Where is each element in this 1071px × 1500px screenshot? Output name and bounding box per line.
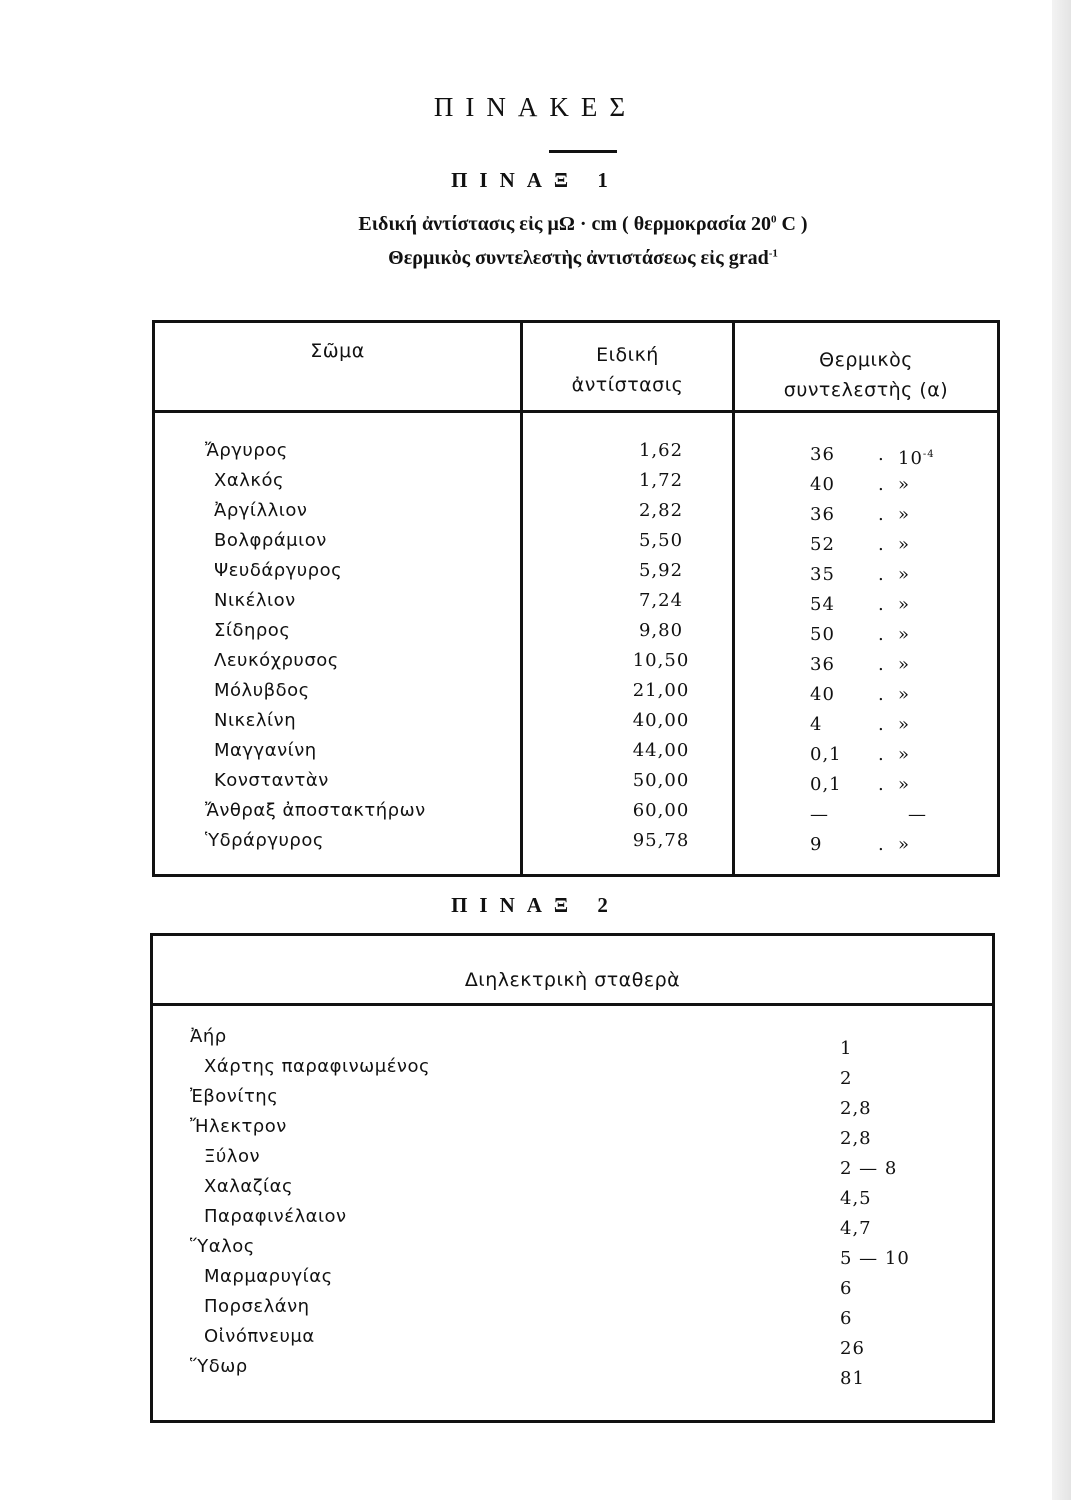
coefficient-value: — <box>810 804 829 825</box>
table2-header: Διηλεκτρικὴ σταθερὰ <box>464 969 681 991</box>
coefficient-value: 4 <box>810 714 823 735</box>
coefficient-unit: » <box>898 504 911 525</box>
dielectric-value: 2 — 8 <box>840 1158 898 1179</box>
coefficient-unit: » <box>898 744 911 765</box>
table1-row <box>200 556 980 586</box>
dielectric-material: Ἀήρ <box>190 1026 227 1047</box>
coefficient-value: 0,1 <box>810 774 842 795</box>
table1-row <box>200 616 980 646</box>
dielectric-value: 81 <box>840 1368 865 1389</box>
separator-dot: . <box>878 774 884 795</box>
table1-subtitle-line1: Ειδική ἀντίστασις εἰς μΩ · cm ( θερμοκρασία $20^0$ C ) <box>358 213 808 235</box>
resistivity-value: 1,62 <box>638 440 684 461</box>
resistivity-value: 60,00 <box>632 800 690 821</box>
dielectric-value: 26 <box>840 1338 865 1359</box>
coefficient-unit: » <box>898 714 911 735</box>
body-name: Ἄργυρος <box>205 440 288 461</box>
coefficient-value: 40 <box>810 474 835 495</box>
resistivity-value: 1,72 <box>638 470 684 491</box>
dielectric-material: Ξύλον <box>204 1146 261 1167</box>
resistivity-value: 21,00 <box>632 680 690 701</box>
dielectric-material: Ὕδωρ <box>190 1356 248 1377</box>
coefficient-unit: » <box>898 594 911 615</box>
table1-row <box>200 466 980 496</box>
dielectric-material: Ὕαλος <box>190 1236 255 1257</box>
coefficient-unit: » <box>898 654 911 675</box>
separator-dot: . <box>878 504 884 525</box>
table1-row <box>200 586 980 616</box>
table1-header-coefficient: Θερμικὸς συντελεστὴς (α) <box>783 349 949 401</box>
resistivity-value: 44,00 <box>632 740 690 761</box>
dielectric-value: 6 <box>840 1308 853 1329</box>
table1-caption: ΠΙΝΑΞ 1 <box>451 168 620 192</box>
table1-row <box>200 736 980 766</box>
coefficient-unit: » <box>898 834 911 855</box>
resistivity-value: 9,80 <box>638 620 684 641</box>
coefficient-value: 36 <box>810 654 835 675</box>
table1-body <box>200 436 980 876</box>
resistivity-value: 40,00 <box>632 710 690 731</box>
dielectric-value: 4,7 <box>840 1218 872 1239</box>
dielectric-material: Παραφινέλαιον <box>204 1206 347 1227</box>
body-name: Μόλυβδος <box>214 680 310 701</box>
dielectric-value: 5 — 10 <box>840 1248 910 1269</box>
dielectric-value: 6 <box>840 1278 853 1299</box>
coefficient-value: 0,1 <box>810 744 842 765</box>
dielectric-material: Οἰνόπνευμα <box>204 1326 315 1347</box>
body-name: Σίδηρος <box>214 620 291 641</box>
table1-row <box>200 796 980 826</box>
body-name: Νικελίνη <box>214 710 297 731</box>
coefficient-value: 54 <box>810 594 835 615</box>
resistivity-value: 5,92 <box>638 560 684 581</box>
coefficient-unit: » <box>898 774 911 795</box>
table1-row <box>200 706 980 736</box>
coefficient-unit: » <box>898 684 911 705</box>
dielectric-value: 2,8 <box>840 1128 872 1149</box>
resistivity-value: 7,24 <box>638 590 684 611</box>
separator-dot: . <box>878 834 884 855</box>
separator-dot: . <box>878 654 884 675</box>
body-name: Ὑδράργυρος <box>205 830 324 851</box>
title-underline <box>549 150 617 153</box>
dielectric-material: Πορσελάνη <box>204 1296 310 1317</box>
body-name: Ἄνθραξ ἀποστακτήρων <box>205 800 426 821</box>
table1-row <box>200 436 980 469</box>
separator-dot: . <box>878 594 884 615</box>
resistivity-value: 5,50 <box>638 530 684 551</box>
table1-header-rule <box>152 410 1000 413</box>
separator-dot: . <box>878 474 884 495</box>
separator-dot: . <box>878 534 884 555</box>
table1-row <box>200 646 980 676</box>
table1-row <box>200 826 980 856</box>
coefficient-value: 9 <box>810 834 823 855</box>
dielectric-material: Μαρμαρυγίας <box>204 1266 333 1287</box>
table1-header-body: Σῶμα <box>310 340 365 362</box>
resistivity-value: 95,78 <box>632 830 690 851</box>
table1-subtitle-line2: Θερμικὸς συντελεστὴς ἀντιστάσεως εἰς grad$^{-1}$ <box>388 247 778 269</box>
coefficient-value: 35 <box>810 564 835 585</box>
resistivity-value: 50,00 <box>632 770 690 791</box>
coefficient-value: 52 <box>810 534 835 555</box>
resistivity-value: 2,82 <box>638 500 684 521</box>
dielectric-material: Ἐβονίτης <box>190 1086 279 1107</box>
coefficient-unit: » <box>898 474 911 495</box>
coefficient-unit: » <box>898 624 911 645</box>
body-name: Ἀργίλλιον <box>214 500 308 521</box>
resistivity-value: 10,50 <box>632 650 690 671</box>
body-name: Βολφράμιον <box>214 530 327 551</box>
body-name: Λευκόχρυσος <box>214 650 339 671</box>
table2-header-rule <box>150 1003 995 1006</box>
dielectric-material: Ἤλεκτρον <box>190 1116 287 1137</box>
dielectric-value: 1 <box>840 1038 853 1059</box>
body-name: Νικέλιον <box>214 590 296 611</box>
separator-dot: . <box>878 444 884 465</box>
separator-dot: . <box>878 624 884 645</box>
page-title: ΠΙΝΑΚΕΣ <box>433 92 638 122</box>
coefficient-unit: $10^{-4}$ <box>898 448 935 469</box>
coefficient-unit: » <box>898 534 911 555</box>
body-name: Μαγγανίνη <box>214 740 317 761</box>
separator-dot: . <box>878 714 884 735</box>
body-name: Κονσταντὰν <box>214 770 329 791</box>
dielectric-value: 2 <box>840 1068 853 1089</box>
dielectric-material: Χάρτης παραφινωμένος <box>204 1056 431 1077</box>
separator-dot: . <box>878 744 884 765</box>
body-name: Ψευδάργυρος <box>214 560 343 581</box>
coefficient-value: 36 <box>810 504 835 525</box>
table2-caption: ΠΙΝΑΞ 2 <box>451 893 620 917</box>
separator-dot: . <box>878 564 884 585</box>
coefficient-unit: — <box>908 804 927 825</box>
dielectric-material: Χαλαζίας <box>204 1176 294 1197</box>
table1-row <box>200 766 980 796</box>
coefficient-value: 50 <box>810 624 835 645</box>
coefficient-value: 40 <box>810 684 835 705</box>
table2-body <box>190 1022 980 1412</box>
separator-dot: . <box>878 684 884 705</box>
coefficient-unit: » <box>898 564 911 585</box>
body-name: Χαλκός <box>214 470 285 491</box>
table1-row <box>200 676 980 706</box>
dielectric-value: 2,8 <box>840 1098 872 1119</box>
coefficient-value: 36 <box>810 444 835 465</box>
dielectric-value: 4,5 <box>840 1188 872 1209</box>
table1-row <box>200 496 980 526</box>
table1-header-resistivity: Ειδική ἀντίστασις <box>571 344 684 396</box>
table1-row <box>200 526 980 556</box>
